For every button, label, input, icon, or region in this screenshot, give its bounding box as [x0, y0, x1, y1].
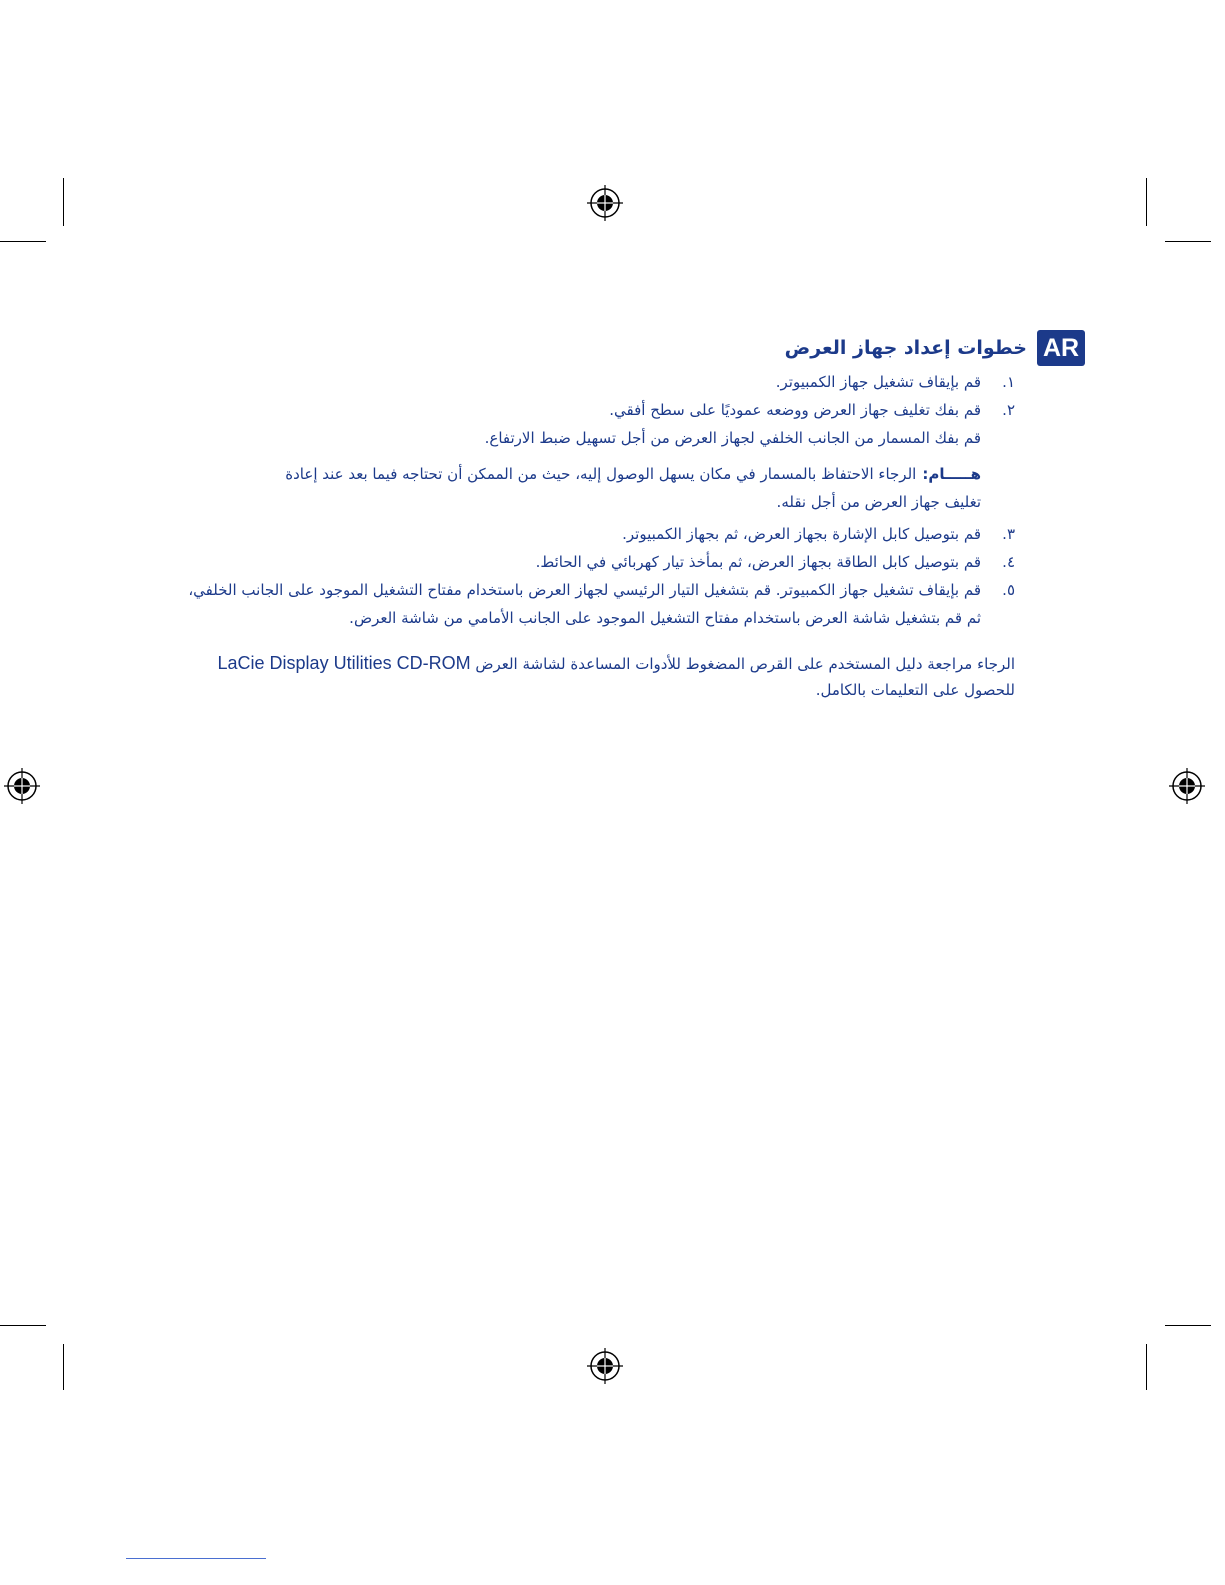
registration-mark-icon [4, 768, 40, 804]
section-header [785, 330, 1085, 366]
crop-mark [0, 241, 46, 242]
setup-steps [135, 368, 1015, 632]
crop-mark [0, 1325, 46, 1326]
step-text: قم بتوصيل كابل الإشارة بجهاز العرض، ثم بجهاز الكمبيوتر. [622, 525, 981, 543]
reference-text: الرجاء مراجعة دليل المستخدم على القرص المضغوط للأدوات المساعدة لشاشة العرض [475, 655, 1015, 673]
crop-mark [1165, 1325, 1211, 1326]
step-5 [135, 576, 1015, 632]
important-note [135, 460, 1015, 516]
step-4 [135, 548, 1015, 576]
step-number: ٣. [1002, 525, 1015, 543]
cd-rom-name: LaCie Display Utilities CD-ROM [217, 653, 471, 673]
step-number: ٤. [1002, 553, 1015, 571]
footer-rule [126, 1558, 266, 1559]
crop-mark [63, 178, 64, 226]
crop-mark [63, 1344, 64, 1390]
step-number: ٥. [1002, 581, 1015, 599]
step-3 [135, 520, 1015, 548]
reference-text: للحصول على التعليمات بالكامل. [815, 681, 1015, 699]
step-text: قم بإيقاف تشغيل جهاز الكمبيوتر. قم بتشغيل التيار الرئيسي لجهاز العرض باستخدام مفتاح التشغيل الموجود على الجانب الخلفي، [188, 581, 981, 599]
step-text: قم بإيقاف تشغيل جهاز الكمبيوتر. [775, 373, 981, 391]
step-text: قم بفك المسمار من الجانب الخلفي لجهاز العرض من أجل تسهيل ضبط الارتفاع. [484, 429, 981, 447]
note-label: هـــــام: [922, 465, 981, 483]
crop-mark [1165, 241, 1211, 242]
registration-mark-icon [1169, 768, 1205, 804]
note-text: تغليف جهاز العرض من أجل نقله. [776, 493, 981, 511]
step-text: قم بفك تغليف جهاز العرض ووضعه عموديًا على سطح أفقي. [609, 401, 981, 419]
crop-mark [1146, 178, 1147, 226]
crop-mark [1146, 1344, 1147, 1390]
step-text: ثم قم بتشغيل شاشة العرض باستخدام مفتاح التشغيل الموجود على الجانب الأمامي من شاشة العرض. [349, 609, 981, 627]
step-text: قم بتوصيل كابل الطاقة بجهاز العرض، ثم بمأخذ تيار كهربائي في الحائط. [535, 553, 981, 571]
note-text: الرجاء الاحتفاظ بالمسمار في مكان يسهل الوصول إليه، حيث من الممكن أن تحتاجه فيما بعد عند إعادة [285, 465, 917, 483]
step-number: ١. [1002, 373, 1015, 391]
registration-mark-icon [587, 185, 623, 221]
page-title: خطوات إعداد جهاز العرض [784, 337, 1027, 359]
step-2 [135, 396, 1015, 452]
registration-mark-icon [587, 1348, 623, 1384]
language-badge: AR [1037, 330, 1085, 366]
step-number: ٢. [1002, 401, 1015, 419]
reference-paragraph [115, 650, 1015, 703]
step-1 [135, 368, 1015, 396]
